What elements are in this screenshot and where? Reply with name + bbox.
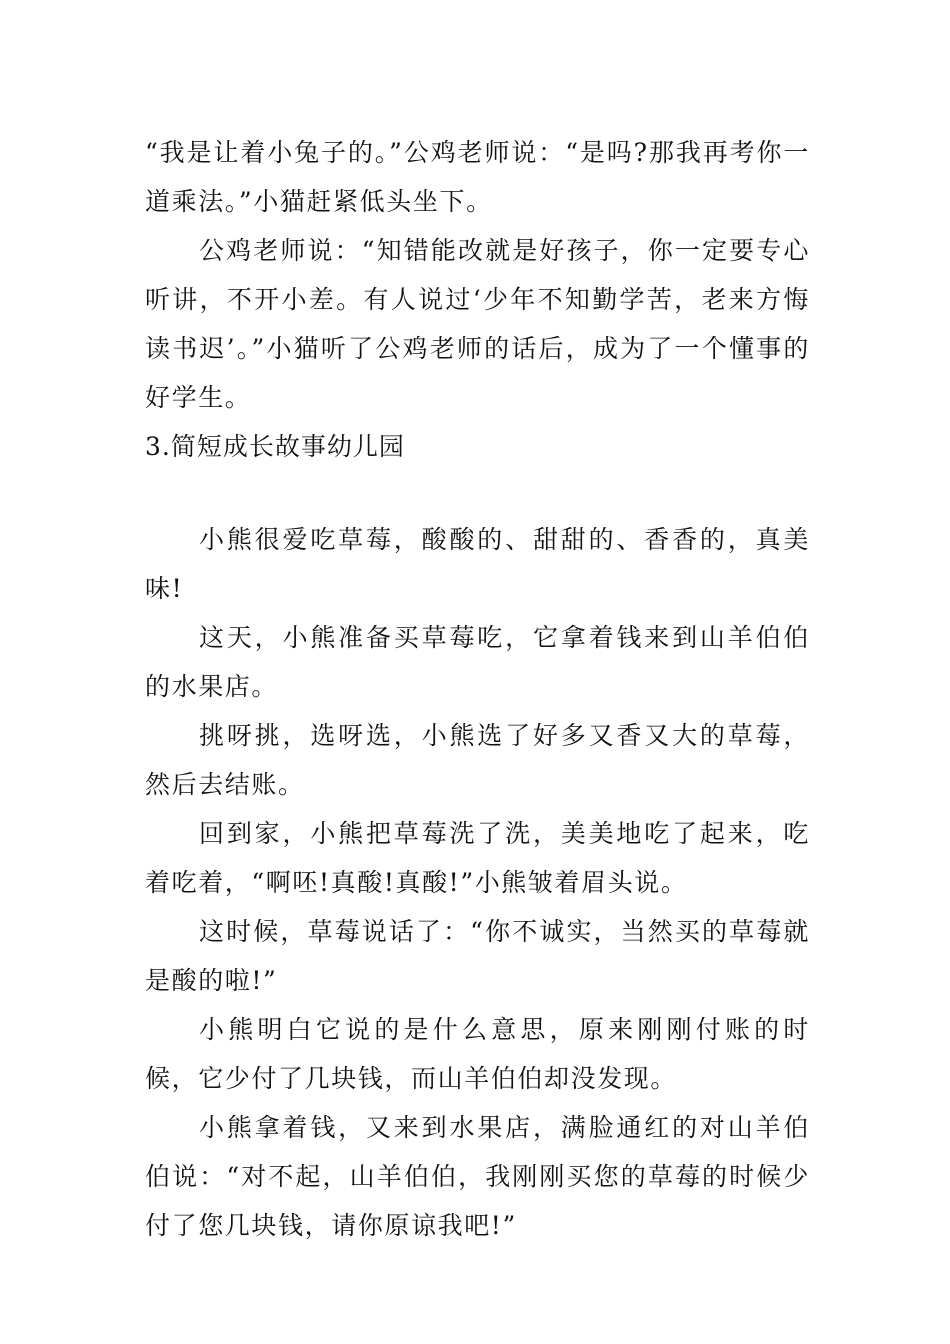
paragraph-continuation: “我是让着小兔子的。”公鸡老师说：“是吗?那我再考你一道乘法。”小猫赶紧低头坐下。 — [145, 138, 810, 216]
paragraph-bear-loves-strawberries: 小熊很爱吃草莓，酸酸的、甜甜的、香香的，真美味! — [145, 525, 810, 603]
paragraph-going-to-fruit-shop: 这天，小熊准备买草莓吃，它拿着钱来到山羊伯伯的水果店。 — [145, 623, 810, 701]
document-page — [145, 128, 810, 1250]
paragraph-bear-apologizes: 小熊拿着钱，又来到水果店，满脸通红的对山羊伯伯说：“对不起，山羊伯伯，我刚刚买您的草莓的时候少付了您几块钱，请你原谅我吧!” — [145, 1113, 810, 1240]
paragraph-bear-realizes: 小熊明白它说的是什么意思，原来刚刚付账的时候，它少付了几块钱，而山羊伯伯却没发现。 — [145, 1015, 810, 1093]
paragraph-strawberry-speaks: 这时候，草莓说话了：“你不诚实，当然买的草莓就是酸的啦!” — [145, 917, 810, 995]
section-spacer — [145, 471, 810, 515]
paragraph-eating-at-home: 回到家，小熊把草莓洗了洗，美美地吃了起来，吃着吃着，“啊呸!真酸!真酸!”小熊皱着眉头说。 — [145, 819, 810, 897]
paragraph-teacher-advice: 公鸡老师说：“知错能改就是好孩子，你一定要专心听讲，不开小差。有人说过‘少年不知勤学苦，老来方悔读书迟’。”小猫听了公鸡老师的话后，成为了一个懂事的好学生。 — [145, 236, 810, 412]
section-heading: 3.简短成长故事幼儿园 — [145, 432, 405, 461]
paragraph-choosing-strawberries: 挑呀挑，选呀选，小熊选了好多又香又大的草莓，然后去结账。 — [145, 721, 810, 799]
